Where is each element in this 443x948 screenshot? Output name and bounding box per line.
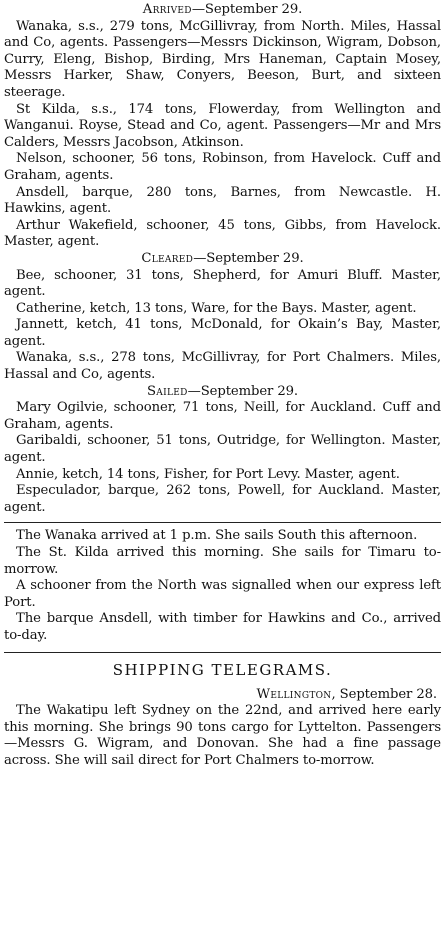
dateline-place: Wellington bbox=[256, 686, 332, 702]
sailed-heading-date: —September 29. bbox=[187, 383, 299, 399]
arrival-entry: Nelson, schooner, 56 tons, Robinson, from Havelock. Cuff and Graham, agents. bbox=[4, 151, 441, 183]
shipping-note: The barque Ansdell, with timber for Hawkins and Co., arrived to-day. bbox=[4, 611, 441, 643]
telegram-body: The Wakatipu left Sydney on the 22nd, and arrived here early this morning. She brings 90 tons cargo for Lyttelton. Passengers—Messrs G. Wigram, and Donovan. She had a fine passage across. She will sail direct for Port Chalmers to-morrow. bbox=[4, 703, 441, 768]
arrival-entry: Wanaka, s.s., 279 tons, McGillivray, from North. Miles, Hassal and Co, agents. Passengers—Messrs Dickinson, Wigram, Dobson, Curry, Eleng, Bishop, Birding, Mrs Haneman, Captain Mosey, Messrs Harker, Shaw, Conyers, Beeson, Burt, and sixteen steerage. bbox=[4, 18, 441, 100]
shipping-note: A schooner from the North was signalled when our express left Port. bbox=[4, 578, 441, 610]
sailed-heading-word: Sailed bbox=[146, 383, 188, 399]
sailed-entry: Annie, ketch, 14 tons, Fisher, for Port Levy. Master, agent. bbox=[16, 466, 400, 482]
telegrams-dateline bbox=[4, 687, 441, 704]
dateline-date: , September 28. bbox=[331, 686, 437, 702]
cleared-heading-date: —September 29. bbox=[193, 250, 304, 266]
cleared-entry: Jannett, ketch, 41 tons, McDonald, for Okain’s Bay, Master, agent. bbox=[4, 317, 441, 349]
cleared-entry: Wanaka, s.s., 278 tons, McGillivray, for Port Chalmers. Miles, Hassal and Co, agents. bbox=[4, 350, 441, 383]
arrival-entry: Ansdell, barque, 280 tons, Barnes, from Newcastle. H. Hawkins, agent. bbox=[4, 184, 441, 217]
section-divider bbox=[4, 522, 441, 523]
sailed-entry: Mary Ogilvie, schooner, 71 tons, Neill, for Auckland. Cuff and Graham, agents. bbox=[4, 400, 441, 432]
arrived-heading-date: —September 29. bbox=[191, 2, 303, 17]
sailed-entry: Especulador, barque, 262 tons, Powell, for Auckland. Master, agent. bbox=[4, 483, 441, 515]
arrived-heading bbox=[4, 2, 441, 19]
cleared-heading-word: Cleared bbox=[141, 250, 194, 266]
cleared-heading bbox=[4, 251, 441, 268]
cleared-entry: Bee, schooner, 31 tons, Shepherd, for Amuri Bluff. Master, agent. bbox=[4, 267, 441, 300]
telegrams-title: SHIPPING TELEGRAMS. bbox=[112, 660, 333, 679]
shipping-note: The St. Kilda arrived this morning. She sails for Timaru to-morrow. bbox=[4, 545, 441, 577]
sailed-entry: Garibaldi, schooner, 51 tons, Outridge, for Wellington. Master, agent. bbox=[4, 433, 441, 466]
arrival-entry: St Kilda, s.s., 174 tons, Flowerday, from Wellington and Wanganui. Royse, Stead and Co, agent. Passengers—Mr and Mrs Calders, Messrs Jacobson, Atkinson. bbox=[4, 101, 441, 150]
arrived-heading-word: Arrived bbox=[142, 2, 192, 17]
sailed-heading bbox=[4, 384, 441, 401]
cleared-entry: Catherine, ketch, 13 tons, Ware, for the Bays. Master, agent. bbox=[16, 300, 417, 316]
shipping-note: The Wanaka arrived at 1 p.m. She sails South this afternoon. bbox=[16, 528, 418, 544]
arrival-entry: Arthur Wakefield, schooner, 45 tons, Gibbs, from Havelock. Master, agent. bbox=[4, 217, 441, 250]
section-divider bbox=[4, 652, 441, 653]
